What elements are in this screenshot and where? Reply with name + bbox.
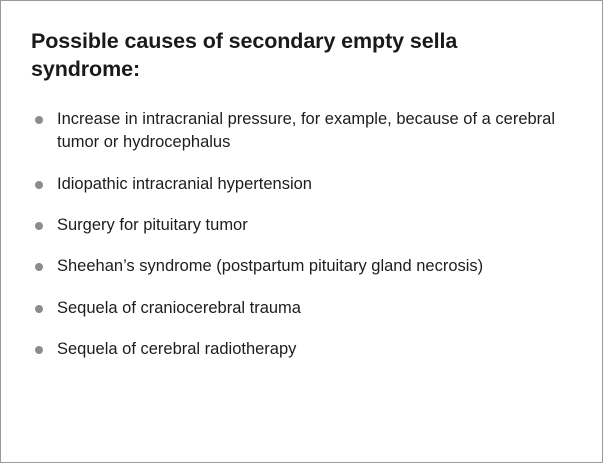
bullet-dot-icon — [35, 263, 43, 271]
list-item — [31, 255, 572, 278]
list-item — [31, 338, 572, 361]
list-item-text: Idiopathic intracranial hypertension — [57, 174, 312, 193]
bullet-dot-icon — [35, 346, 43, 354]
list-item-text: Sheehan’s syndrome (postpartum pituitary gland necrosis) — [57, 257, 484, 276]
list-item-text: Sequela of cerebral radiotherapy — [57, 340, 297, 359]
slide-content — [1, 1, 602, 362]
list-item — [31, 297, 572, 320]
bullet-dot-icon — [35, 305, 43, 313]
list-item-text: Sequela of craniocerebral trauma — [57, 298, 301, 317]
bullet-dot-icon — [35, 116, 43, 124]
bullet-dot-icon — [35, 222, 43, 230]
list-item — [31, 173, 572, 196]
bullet-dot-icon — [35, 181, 43, 189]
bullet-list — [31, 108, 572, 362]
list-item-text: Increase in intracranial pressure, for example, because of a cerebral tumor or hydrocephalus — [57, 109, 556, 152]
list-item — [31, 214, 572, 237]
list-item-text: Surgery for pituitary tumor — [57, 216, 248, 235]
page-title: Possible causes of secondary empty sella syndrome: — [31, 29, 458, 82]
list-item — [31, 108, 572, 155]
